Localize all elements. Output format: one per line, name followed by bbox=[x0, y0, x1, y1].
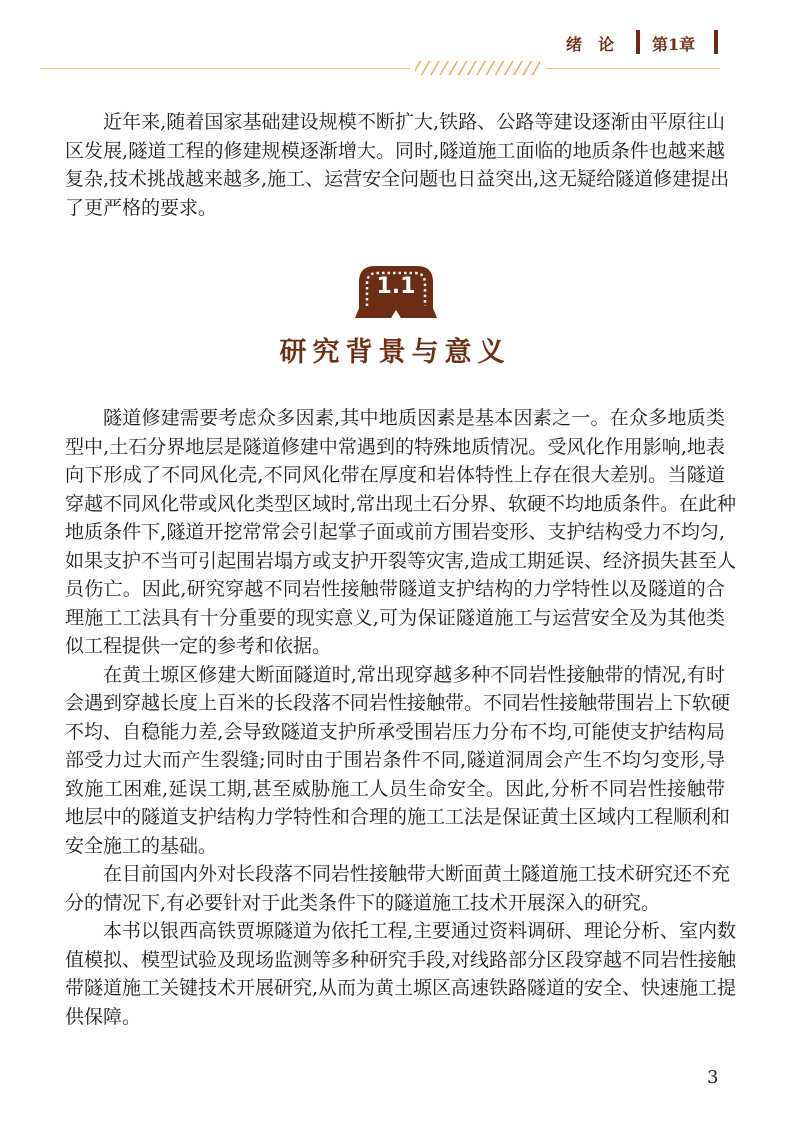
text-line: 复杂,技术挑战越来越多,施工、运营安全问题也日益突出,这无疑给隧道修建提出 bbox=[65, 168, 730, 190]
chapter-name: 绪 论 bbox=[566, 35, 615, 54]
page-number: 3 bbox=[707, 1067, 719, 1088]
text-line: 在目前国内外对长段落不同岩性接触带大断面黄土隧道施工技术研究还不充 bbox=[103, 863, 731, 885]
header-rule bbox=[546, 68, 720, 69]
text-line: 部受力过大而产生裂缝;同时由于围岩条件不同,隧道洞周会产生不均匀变形,导 bbox=[65, 749, 725, 771]
intro-paragraph bbox=[65, 108, 730, 222]
text-line: 会遇到穿越长度上百米的长段落不同岩性接触带。不同岩性接触带围岩上下软硬 bbox=[65, 692, 731, 714]
header-hatch bbox=[415, 61, 540, 75]
text-line: 区发展,隧道工程的修建规模逐渐增大。同时,隧道施工面临的地质条件也越来越 bbox=[65, 139, 725, 162]
text-line: 分的情况下,有必要针对于此类条件下的隧道施工技术开展深入的研究。 bbox=[65, 891, 661, 914]
section-emblem bbox=[355, 264, 437, 322]
text-line: 向下形成了不同风化壳,不同风化带在厚度和岩体特性上存在很大差别。当隧道 bbox=[65, 464, 725, 486]
text-line: 似工程提供一定的参考和依据。 bbox=[65, 635, 332, 657]
text-line: 供保障。 bbox=[65, 1005, 142, 1028]
section-body bbox=[65, 404, 737, 1031]
text-line: 值模拟、模型试验及现场监测等多种研究手段,对线路部分区段穿越不同岩性接触 bbox=[65, 948, 737, 971]
text-line: 不均、自稳能力差,会导致隧道支护所承受围岩压力分布不均,可能使支护结构局 bbox=[65, 720, 725, 743]
text-line: 员伤亡。因此,研究穿越不同岩性接触带隧道支护结构的力学特性以及隧道的合 bbox=[65, 578, 725, 600]
header-rule bbox=[40, 68, 410, 69]
text-line: 近年来,随着国家基础建设规模不断扩大,铁路、公路等建设逐渐由平原往山 bbox=[103, 111, 725, 133]
text-line: 地质条件下,隧道开挖常常会引起掌子面或前方围岩变形、支护结构受力不均匀, bbox=[65, 521, 725, 543]
text-line: 安全施工的基础。 bbox=[65, 834, 218, 857]
text-line: 如果支护不当可引起围岩塌方或支护开裂等灾害,造成工期延误、经济损失甚至人 bbox=[65, 549, 737, 572]
text-line: 了更严格的要求。 bbox=[65, 196, 218, 219]
text-line: 本书以银西高铁贾塬隧道为依托工程,主要通过资料调研、理论分析、室内数 bbox=[103, 920, 737, 942]
chapter-label: 第1章 bbox=[652, 35, 696, 54]
section-number: 1.1 bbox=[376, 274, 416, 299]
text-line: 理施工工法具有十分重要的现实意义,可为保证隧道施工与运营安全及为其他类 bbox=[65, 606, 725, 629]
header-divider bbox=[636, 30, 640, 54]
header-divider bbox=[714, 30, 718, 54]
text-line: 致施工困难,延误工期,甚至威胁施工人员生命安全。因此,分析不同岩性接触带 bbox=[65, 777, 725, 800]
text-line: 带隧道施工关键技术开展研究,从而为黄土塬区高速铁路隧道的安全、快速施工提 bbox=[65, 977, 737, 999]
text-line: 隧道修建需要考虑众多因素,其中地质因素是基本因素之一。在众多地质类 bbox=[103, 407, 725, 429]
text-line: 型中,土石分界地层是隧道修建中常遇到的特殊地质情况。受风化作用影响,地表 bbox=[65, 435, 725, 458]
text-line: 在黄土塬区修建大断面隧道时,常出现穿越多种不同岩性接触带的情况,有时 bbox=[103, 663, 725, 686]
text-line: 穿越不同风化带或风化类型区域时,常出现土石分界、软硬不均地质条件。在此种 bbox=[65, 492, 737, 515]
text-line: 地层中的隧道支护结构力学特性和合理的施工工法是保证黄土区域内工程顺利和 bbox=[65, 806, 731, 828]
section-title: 研究背景与意义 bbox=[279, 337, 511, 368]
